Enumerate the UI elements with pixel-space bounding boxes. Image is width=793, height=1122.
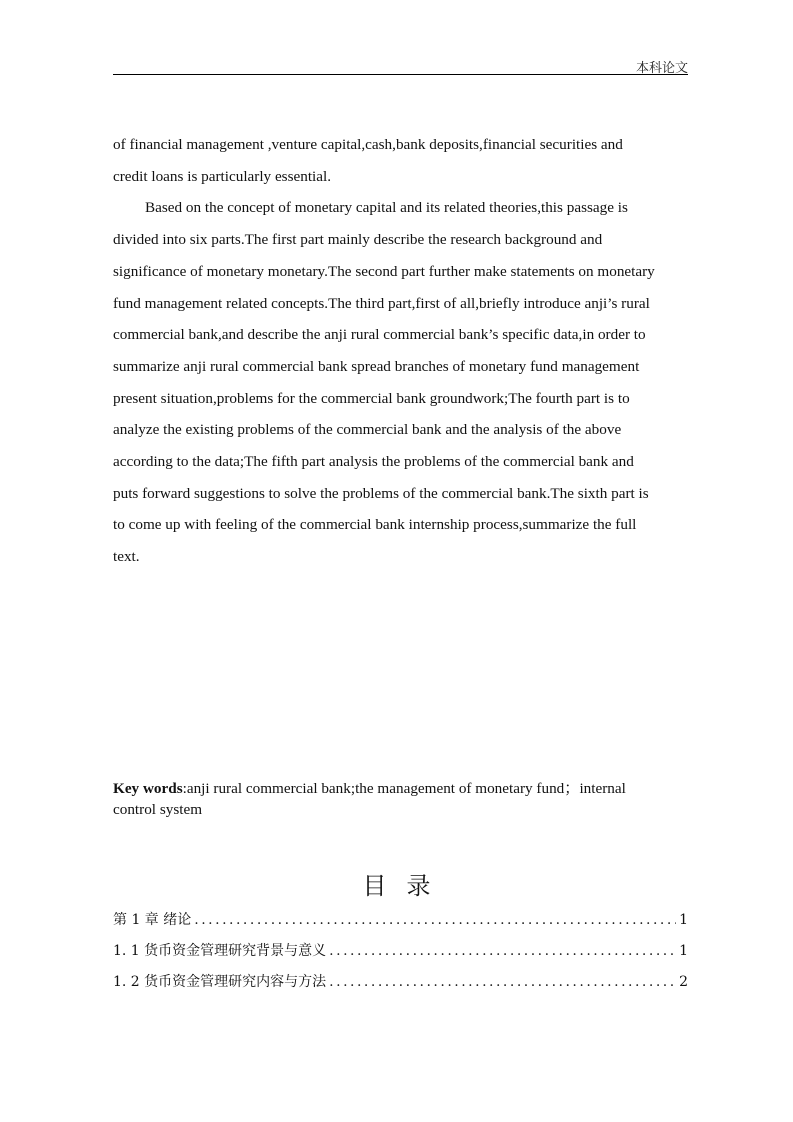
toc-leader-dots — [329, 943, 676, 959]
toc-entry-page: 2 — [679, 974, 688, 990]
table-of-contents — [113, 909, 688, 1002]
keywords-text: :anji rural commercial bank;the management of monetary fund；internal — [182, 780, 626, 797]
abstract-line: summarize anji rural commercial bank spread branches of monetary fund management — [113, 357, 640, 375]
abstract-line: significance of monetary monetary.The second part further make statements on monetary — [113, 262, 655, 280]
toc-entry-label: 1. 2 货币资金管理研究内容与方法 — [113, 974, 327, 990]
toc-entry-label: 1. 1 货币资金管理研究背景与意义 — [113, 943, 327, 959]
keywords-block — [113, 778, 693, 820]
abstract-line: to come up with feeling of the commercial bank internship process,summarize the full — [113, 516, 637, 534]
abstract-line: analyze the existing problems of the commercial bank and the analysis of the above — [113, 421, 622, 439]
keywords-line-1 — [113, 778, 693, 799]
abstract-line: Based on the concept of monetary capital and its related theories,this passage is — [145, 199, 628, 217]
toc-entry[interactable] — [113, 971, 688, 1002]
toc-leader-dots — [329, 974, 676, 990]
abstract-line: divided into six parts.The first part mainly describe the research background and — [113, 231, 603, 249]
abstract-body — [113, 129, 693, 573]
abstract-line: fund management related concepts.The third part,first of all,briefly introduce anji’s rural — [113, 294, 650, 312]
toc-entry-page: 1 — [679, 912, 688, 928]
toc-entry[interactable] — [113, 909, 688, 940]
keywords-line-2: control system — [113, 801, 203, 818]
header-rule — [113, 74, 688, 75]
running-header: 本科论文 — [635, 61, 688, 76]
abstract-line: of financial management ,venture capital,cash,bank deposits,financial securities and — [113, 136, 623, 153]
toc-entry-label: 第 1 章 绪论 — [113, 912, 192, 928]
toc-entry-page: 1 — [679, 943, 688, 959]
keywords-label: Key words — [113, 780, 183, 797]
abstract-line: text. — [113, 548, 140, 566]
abstract-line: commercial bank,and describe the anji rural commercial bank’s specific data,in order to — [113, 326, 646, 344]
toc-title: 目录 — [362, 872, 451, 900]
abstract-line: according to the data;The fifth part analysis the problems of the commercial bank and — [113, 453, 634, 471]
abstract-line: present situation,problems for the commercial bank groundwork;The fourth part is to — [113, 389, 630, 407]
abstract-line: credit loans is particularly essential. — [113, 167, 332, 185]
toc-entry[interactable] — [113, 940, 688, 971]
toc-leader-dots — [194, 912, 676, 928]
abstract-line: puts forward suggestions to solve the problems of the commercial bank.The sixth part is — [113, 484, 649, 502]
